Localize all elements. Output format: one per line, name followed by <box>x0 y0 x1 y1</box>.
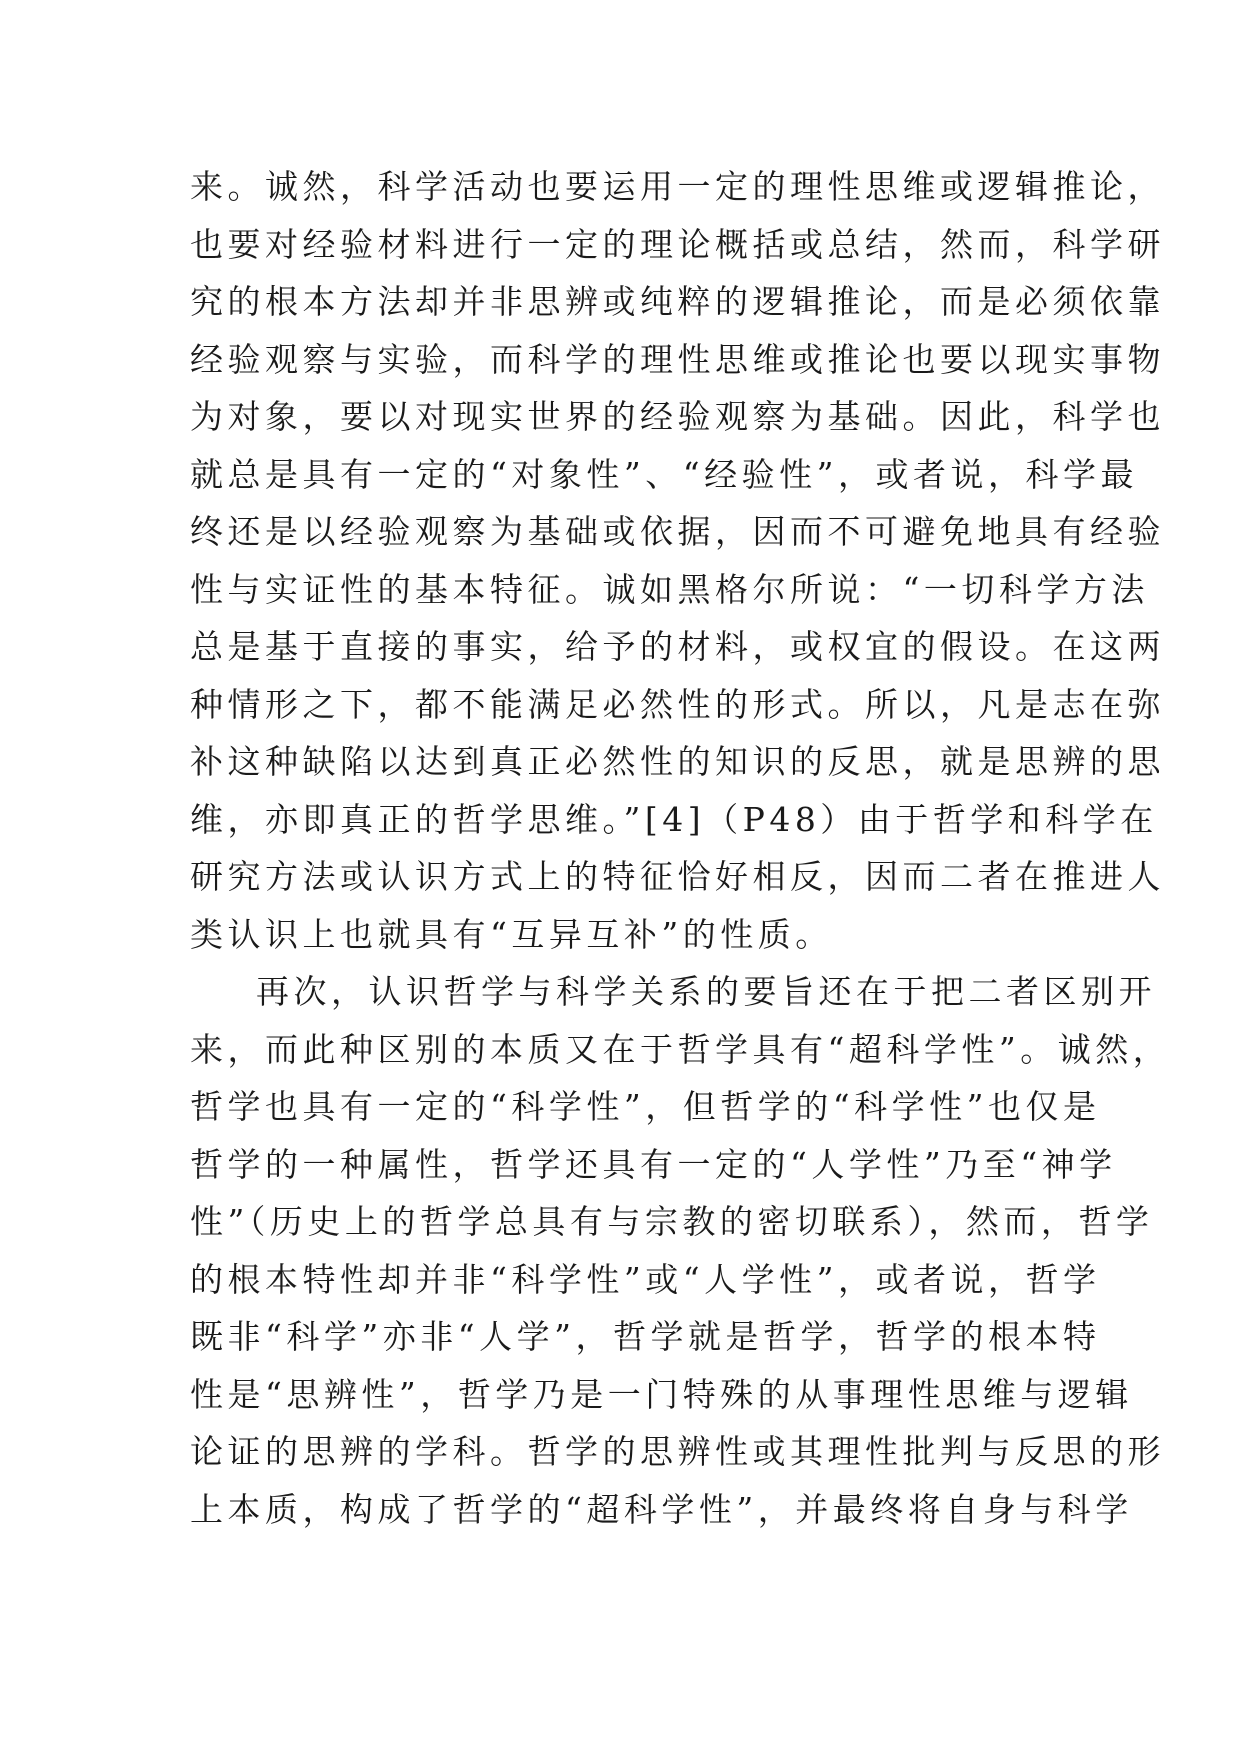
text-line: 的根本特性却并非“科学性”或“人学性”，或者说，哲学 <box>190 1259 1101 1299</box>
text-line: 研究方法或认识方式上的特征恰好相反，因而二者在推进人 <box>190 857 1165 896</box>
text-line: 经验观察与实验，而科学的理性思维或推论也要以现实事物 <box>190 339 1165 379</box>
text-line: 类认识上也就具有“互异互补”的性质。 <box>190 914 833 954</box>
body-text <box>190 158 1171 1538</box>
text-line: 既非“科学”亦非“人学”，哲学就是哲学，哲学的根本特 <box>190 1317 1101 1356</box>
text-line: 也要对经验材料进行一定的理论概括或总结，然而，科学研 <box>190 224 1165 264</box>
text-line: 就总是具有一定的“对象性”、“经验性”，或者说，科学最 <box>190 454 1138 494</box>
text-line: 来，而此种区别的本质又在于哲学具有“超科学性”。诚然， <box>190 1029 1171 1069</box>
text-line: 为对象，要以对现实世界的经验观察为基础。因此，科学也 <box>190 397 1165 436</box>
paragraph-1 <box>190 158 1165 963</box>
text-line: 性”（历史上的哲学总具有与宗教的密切联系），然而，哲学 <box>190 1202 1154 1241</box>
text-line: 性是“思辨性”，哲学乃是一门特殊的从事理性思维与逻辑 <box>190 1374 1133 1414</box>
text-line: 终还是以经验观察为基础或依据，因而不可避免地具有经验 <box>190 512 1165 551</box>
text-line: 上本质，构成了哲学的“超科学性”，并最终将自身与科学 <box>190 1489 1133 1529</box>
paragraph-2 <box>190 963 1171 1538</box>
text-line: 来。诚然，科学活动也要运用一定的理性思维或逻辑推论， <box>190 167 1165 206</box>
text-line: 维，亦即真正的哲学思维。”[4]（P48）由于哲学和科学在 <box>190 799 1158 839</box>
text-line: 哲学也具有一定的“科学性”，但哲学的“科学性”也仅是 <box>190 1087 1101 1126</box>
text-line: 论证的思辨的学科。哲学的思辨性或其理性批判与反思的形 <box>190 1432 1165 1471</box>
text-line: 总是基于直接的事实，给予的材料，或权宜的假设。在这两 <box>190 627 1165 666</box>
text-line: 补这种缺陷以达到真正必然性的知识的反思，就是思辨的思 <box>190 742 1165 781</box>
text-line: 究的根本方法却并非思辨或纯粹的逻辑推论，而是必须依靠 <box>190 282 1165 321</box>
text-line: 哲学的一种属性，哲学还具有一定的“人学性”乃至“神学 <box>190 1144 1117 1184</box>
text-line: 性与实证性的基本特征。诚如黑格尔所说：“一切科学方法 <box>190 569 1149 609</box>
text-line: 再次，认识哲学与科学关系的要旨还在于把二者区别开 <box>256 972 1156 1011</box>
text-line: 种情形之下，都不能满足必然性的形式。所以，凡是志在弥 <box>190 684 1165 724</box>
